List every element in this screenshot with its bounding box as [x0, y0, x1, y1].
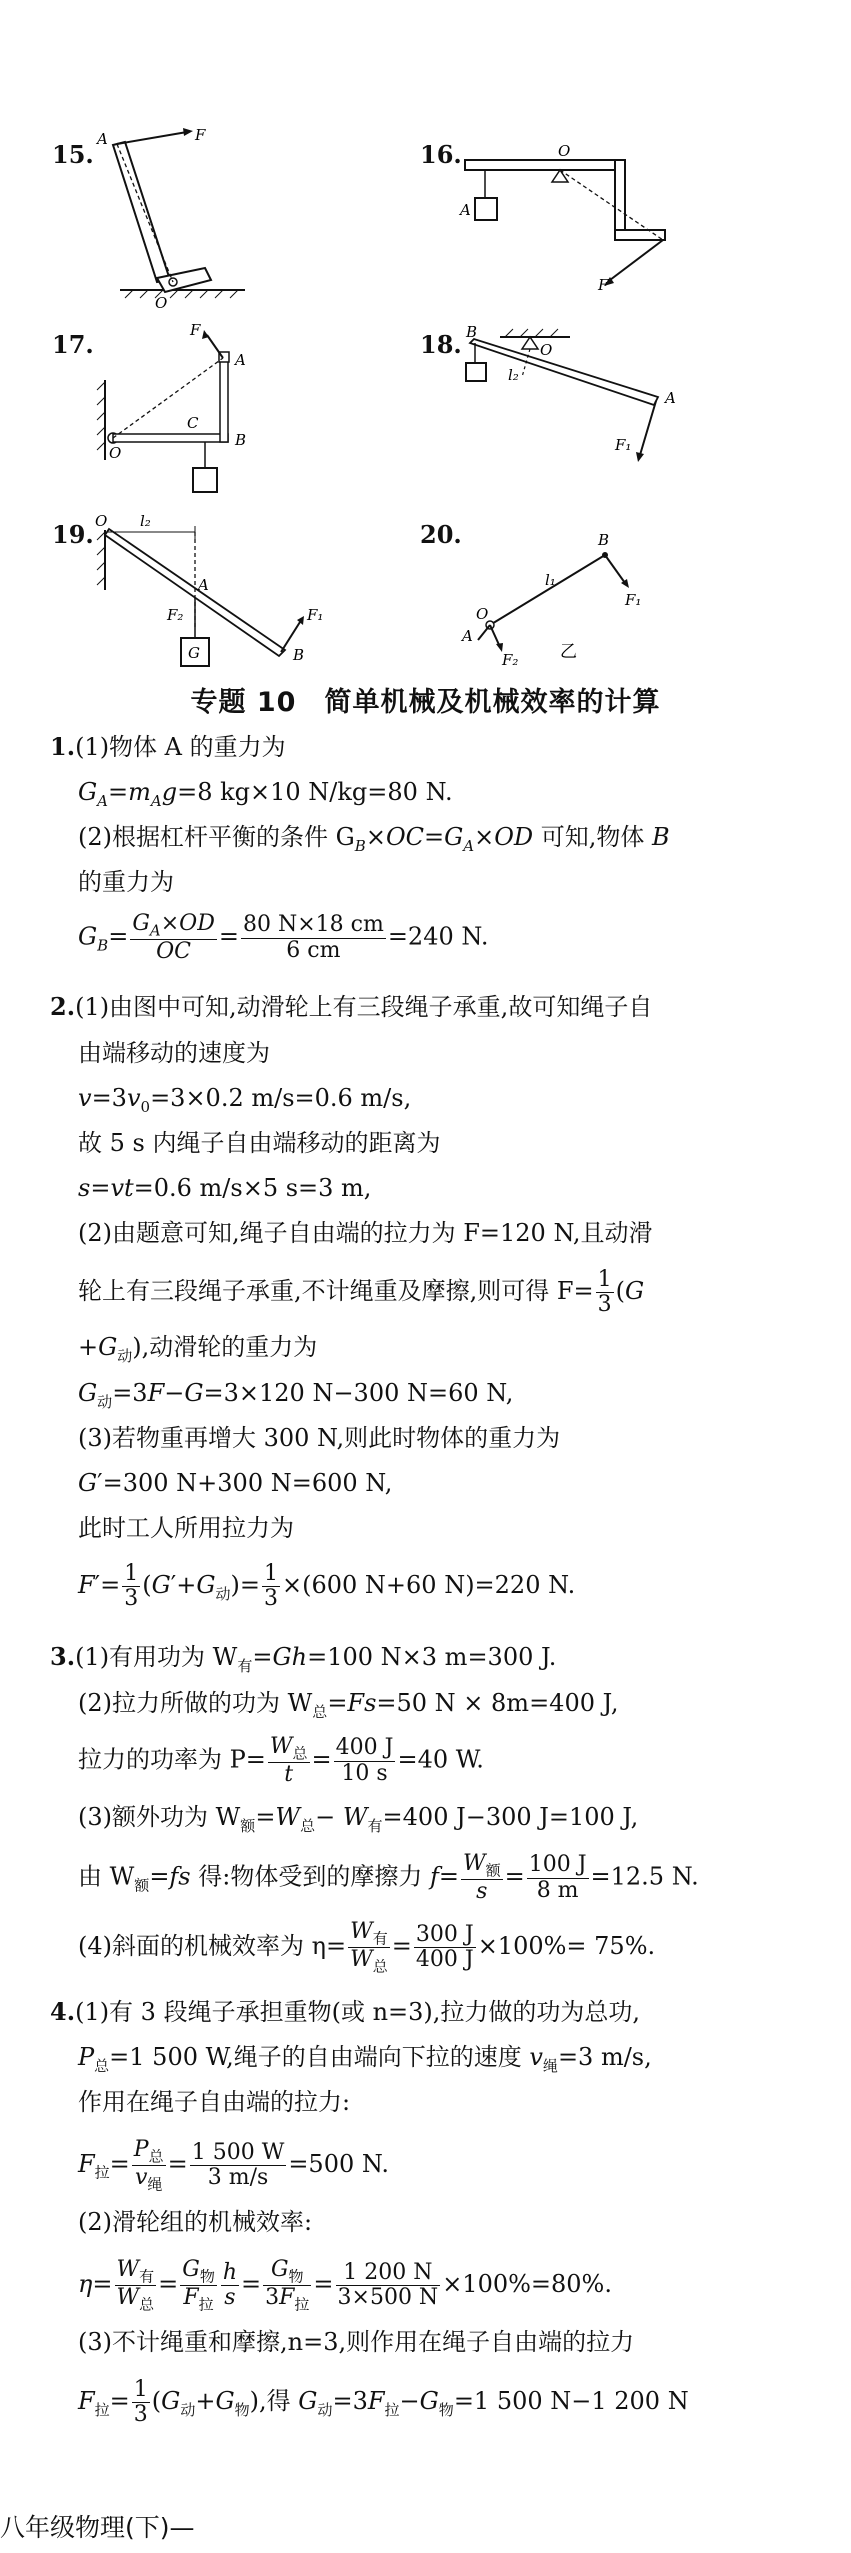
q4-line-3: 作用在绳子自由端的拉力:: [78, 2088, 351, 2116]
figure-17-label-o: O: [109, 444, 122, 462]
figure-18-label-b: B: [466, 323, 478, 341]
q4-line-4: $F_拉=$ $\frac{P_总}{v_绳}$ = $\frac{1 500 W}{3 m/s}$ =500 N.: [78, 2137, 389, 2194]
q2-line-3: $v=3v_0=3\times 0.2$ m/s=0.6 m/s,: [78, 1084, 412, 1116]
q4-line-1: 4.(1)有 3 段绳子承担重物(或 n=3),拉力做的功为总功,: [50, 1997, 641, 2026]
figure-16-label-a: A: [460, 201, 471, 219]
q1-line-3: (2)根据杠杆平衡的条件 $G_B\times OC=G_A\times OD$ 可知,物体 B: [78, 823, 670, 855]
q1-line-2: $G_A=m_Ag=8$ kg×10 N/kg=80 N.: [78, 778, 453, 810]
figure-17-label-b: B: [235, 431, 247, 449]
figure-15-label-f: F: [195, 126, 206, 144]
q3-line-3: 拉力的功率为 P= $\frac{W_总}{t}$ = $\frac{400 J}{10 s}$ =40 W.: [78, 1734, 484, 1787]
q3-line-2: (2)拉力所做的功为 $W_总=Fs=50$ N × 8m=400 J,: [78, 1689, 619, 1721]
q2-line-12: 此时工人所用拉力为: [78, 1514, 294, 1542]
figure-18-number: 18.: [420, 330, 462, 359]
figure-19-number: 19.: [52, 520, 94, 549]
figure-16-label-f: F: [598, 276, 609, 294]
figure-17-label-c: C: [187, 414, 199, 432]
figure-20-label-f1: F₁: [625, 591, 642, 609]
figure-18-label-a: A: [665, 389, 676, 407]
figure-18-label-f1: F₁: [615, 436, 632, 454]
q2-line-5: s=vt=0.6 m/s×5 s=3 m,: [78, 1174, 372, 1202]
q3-line-4: (3)额外功为 $W_额=W_总- W_有=400$ J−300 J=100 J,: [78, 1803, 639, 1835]
q4-line-5: (2)滑轮组的机械效率:: [78, 2208, 313, 2236]
figure-19-label-l2: l₂: [140, 512, 151, 530]
q2-line-9: $G_动=3F-G=3\times 120$ N−300 N=60 N,: [78, 1379, 514, 1411]
q3-line-6: (4)斜面的机械效率为 η= $\frac{W_有}{W_总}$ = $\frac{300 J}{400 J}$ ×100%= 75%.: [78, 1919, 656, 1976]
figure-20-label-b: B: [598, 531, 610, 549]
q2-line-11: G′=300 N+300 N=600 N,: [78, 1469, 393, 1497]
q2-line-7: 轮上有三段绳子承重,不计绳重及摩擦,则可得 F= $\frac{1}{3}$ (G: [78, 1267, 645, 1318]
figure-20-lever-diagram: [460, 515, 690, 685]
page-footer: 八年级物理(下)—: [0, 2513, 195, 2542]
figure-19-label-f1: F₁: [307, 606, 324, 624]
figure-19-label-a: A: [198, 576, 209, 594]
q1-line-5: $G_B=$ $\frac{G_A\times OD}{OC}$ = $\frac{80 N\times 18 cm}{6 cm}$ =240 N.: [78, 911, 489, 964]
figure-20-label-l1: l₁: [545, 571, 556, 589]
figure-16-lever-diagram: [460, 140, 690, 300]
figure-17-number: 17.: [52, 330, 94, 359]
q2-line-8: $+G_动$),动滑轮的重力为: [78, 1333, 318, 1365]
figure-20-label-a: A: [462, 627, 473, 645]
figure-17-label-f: F: [190, 321, 201, 339]
figure-15-label-a: A: [97, 130, 108, 148]
figure-15-number: 15.: [52, 140, 94, 169]
q4-line-7: (3)不计绳重和摩擦,n=3,则作用在绳子自由端的拉力: [78, 2328, 635, 2356]
q2-line-13: F′= $\frac{1}{3}$ $(G'+G_动)=$ $\frac{1}{3}$ ×(600 N+60 N)=220 N.: [78, 1561, 576, 1612]
figure-17-lever-diagram: [95, 320, 295, 500]
q2-line-4: 故 5 s 内绳子自由端移动的距离为: [78, 1129, 441, 1157]
figure-20-label-f2: F₂: [502, 651, 519, 669]
figure-18-lever-diagram: [460, 325, 690, 475]
q4-line-2: $P_总=1$ 500 W,绳子的自由端向下拉的速度 $v_绳=3$ m/s,: [78, 2043, 652, 2075]
section-title: 专题 10 简单机械及机械效率的计算: [190, 687, 661, 718]
figure-16-label-o: O: [558, 142, 571, 160]
q2-line-1: 2.(1)由图中可知,动滑轮上有三段绳子承重,故可知绳子自: [50, 992, 653, 1021]
figure-17-label-a: A: [235, 351, 246, 369]
figure-19-label-f2: F₂: [167, 606, 184, 624]
q2-line-6: (2)由题意可知,绳子自由端的拉力为 F=120 N,且动滑: [78, 1219, 653, 1247]
q1-line-1: 1.(1)物体 A 的重力为: [50, 732, 286, 761]
figure-15-lever-diagram: [95, 126, 295, 312]
q1-line-4: 的重力为: [78, 868, 174, 896]
figure-18-label-l2: l₂: [508, 366, 519, 384]
figure-19-label-g: G: [188, 644, 200, 662]
q2-line-10: (3)若物重再增大 300 N,则此时物体的重力为: [78, 1424, 561, 1452]
figure-15-label-o: O: [155, 294, 168, 312]
figure-19-lever-diagram: [95, 510, 335, 685]
figure-20-number: 20.: [420, 520, 462, 549]
q3-line-5: 由 $W_额=fs$ 得:物体受到的摩擦力 f= $\frac{W_额}{s}$ = $\frac{100 J}{8 m}$ =12.5 N.: [78, 1851, 699, 1904]
figure-20-caption: 乙: [560, 642, 577, 662]
q4-line-6: η= $\frac{W_有}{W_总}$ = $\frac{G_物}{F_拉}$ $\frac{h}{s}$ = $\frac{G_物}{3F_拉}$ = $\frac{1 200 N}{3\times 500 N}$ ×100%=80%.: [78, 2257, 612, 2314]
q2-line-2: 由端移动的速度为: [78, 1039, 270, 1067]
figure-19-label-o: O: [95, 512, 108, 530]
figure-20-label-o: O: [476, 605, 489, 623]
q4-line-8: $F_拉=$ $\frac{1}{3}$ $(G_动+G_物)$,得 $G_动=3F_拉-G_物=1$ 500 N−1 200 N: [78, 2377, 689, 2428]
figure-19-label-b: B: [293, 646, 305, 664]
figure-16-number: 16.: [420, 140, 462, 169]
figure-18-label-o: O: [540, 341, 553, 359]
q3-line-1: 3.(1)有用功为 $W_有=Gh=100$ N×3 m=300 J.: [50, 1642, 557, 1675]
